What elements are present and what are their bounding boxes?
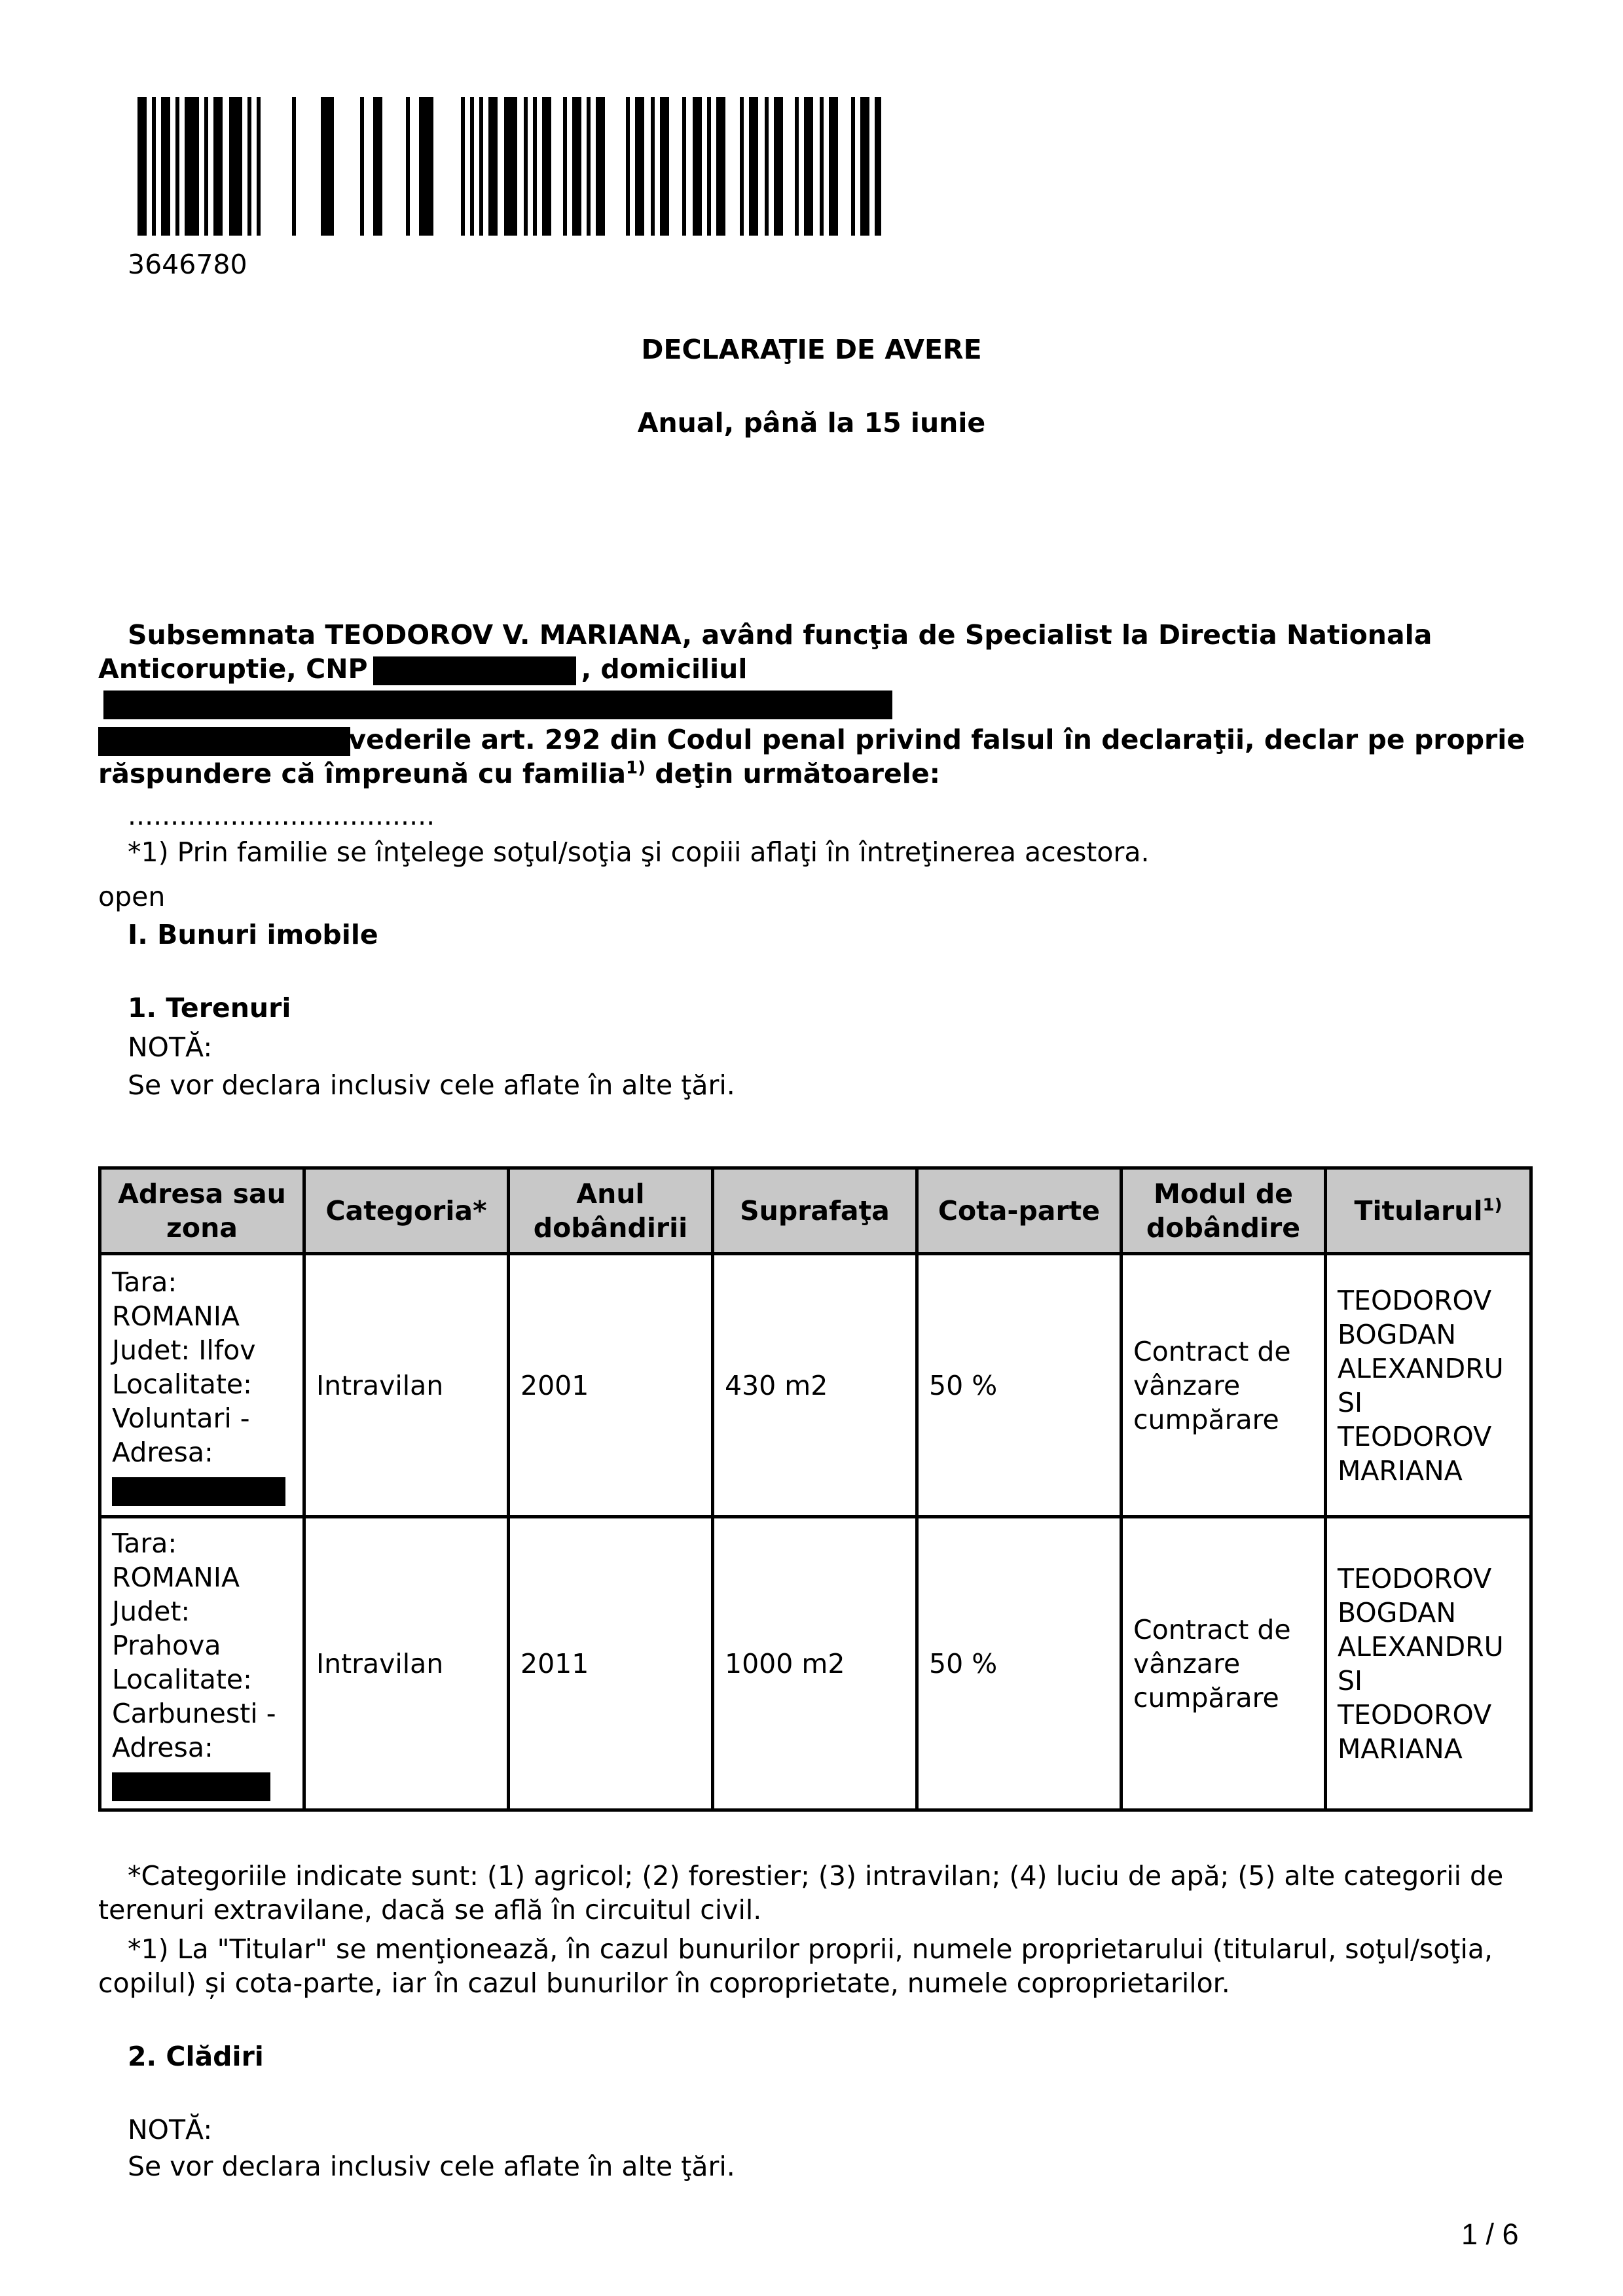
domiciliu-label: , domiciliul (581, 653, 748, 685)
barcode-number: 3646780 (128, 249, 247, 280)
category-footnote: *Categoriile indicate sunt: (1) agricol; (2) forestier; (3) intravilan; (4) luciu de apă; (5) alte categorii de terenuri extravilane, dacă se află în circuitul civil. (98, 1860, 1504, 1926)
redacted-address (112, 1772, 270, 1801)
area-cell: 430 m2 (713, 1254, 917, 1517)
address-line: ROMANIA (112, 1300, 240, 1332)
holder-cell: TEODOROV BOGDAN ALEXANDRU SI TEODOROV MARIANA (1326, 1254, 1531, 1517)
column-header-area: Suprafaţa (713, 1168, 917, 1254)
declarant-statement (98, 723, 1532, 791)
category-cell: Intravilan (304, 1254, 509, 1517)
address-line: Judet: Ilfov (112, 1334, 256, 1366)
share-cell: 50 % (917, 1254, 1122, 1517)
holder-header-text: Titularul (1354, 1195, 1483, 1227)
document-title: DECLARAŢIE DE AVERE (641, 334, 982, 365)
address-line: Localitate: (112, 1368, 252, 1400)
document-subtitle: Anual, până la 15 iunie (637, 407, 986, 439)
category-cell: Intravilan (304, 1517, 509, 1810)
address-line: Adresa: (112, 1436, 213, 1468)
column-header-year: Anul dobândirii (509, 1168, 713, 1254)
table-row (100, 1254, 1531, 1517)
address-line: Tara: (112, 1527, 177, 1559)
land-table (98, 1166, 1533, 1812)
redacted-cnp (373, 656, 576, 685)
page-number: 1 / 6 (1461, 2217, 1519, 2251)
address-line: Adresa: (112, 1731, 213, 1763)
table-header-row (100, 1168, 1531, 1254)
year-cell: 2011 (509, 1517, 713, 1810)
address-line: Judet: (112, 1595, 191, 1627)
declarant-intro-text: Subsemnata TEODOROV V. MARIANA, având funcţia de Specialist la Directia Nationala Anticoruptie, CNP (98, 619, 1432, 685)
redacted-address (103, 691, 892, 719)
dotted-line: .................................... (128, 800, 435, 831)
holder-header-footnote-mark: 1) (1482, 1195, 1503, 1215)
address-line: Tara: (112, 1266, 177, 1298)
mode-cell: Contract de vânzare cumpărare (1122, 1517, 1326, 1810)
holder-footnote: *1) La "Titular" se menţionează, în cazul bunurilor proprii, numele proprietarului (titularul, soţul/soţia, copilul) și cota-parte, iar în cazul bunurilor în coproprietate, numele coproprietarilor. (98, 1933, 1493, 1999)
statement-text: cunoscând prevederile art. 292 din Codul penal privind falsul în declaraţii, declar pe proprie răspundere că împreună cu familia (98, 724, 1525, 789)
nota-label: NOTĂ: (128, 2114, 213, 2145)
column-header-mode: Modul de dobândire (1122, 1168, 1326, 1254)
table-row (100, 1517, 1531, 1810)
nota-label: NOTĂ: (128, 1031, 213, 1063)
address-line: Voluntari - (112, 1402, 250, 1434)
share-cell: 50 % (917, 1517, 1122, 1810)
area-cell: 1000 m2 (713, 1517, 917, 1810)
statement-footnote-mark: 1) (626, 758, 646, 778)
address-line: Localitate: (112, 1663, 252, 1695)
column-header-holder (1326, 1168, 1531, 1254)
nota-text: Se vor declara inclusiv cele aflate în alte ţări. (128, 2151, 735, 2182)
family-footnote: *1) Prin familie se înţelege soţul/soţia şi copiii aflaţi în întreţinerea acestora. (128, 836, 1150, 868)
subsection-heading-land: 1. Terenuri (128, 992, 291, 1024)
address-line: Prahova (112, 1629, 221, 1661)
column-header-share: Cota-parte (917, 1168, 1122, 1254)
column-header-address: Adresa sau zona (100, 1168, 304, 1254)
open-marker: open (98, 881, 166, 912)
address-line: Carbunesti - (112, 1697, 276, 1729)
address-cell (100, 1254, 304, 1517)
statement-text-end: deţin următoarele: (646, 758, 941, 789)
mode-cell: Contract de vânzare cumpărare (1122, 1254, 1326, 1517)
barcode-image (137, 97, 881, 236)
subsection-heading-buildings: 2. Clădiri (128, 2041, 264, 2072)
year-cell: 2001 (509, 1254, 713, 1517)
address-line: ROMANIA (112, 1561, 240, 1593)
column-header-category: Categoria* (304, 1168, 509, 1254)
holder-cell: TEODOROV BOGDAN ALEXANDRU SI TEODOROV MARIANA (1326, 1517, 1531, 1810)
section-heading-immovable: I. Bunuri imobile (128, 919, 378, 950)
address-cell (100, 1517, 304, 1810)
nota-text: Se vor declara inclusiv cele aflate în alte ţări. (128, 1069, 735, 1101)
redacted-address (112, 1477, 285, 1506)
